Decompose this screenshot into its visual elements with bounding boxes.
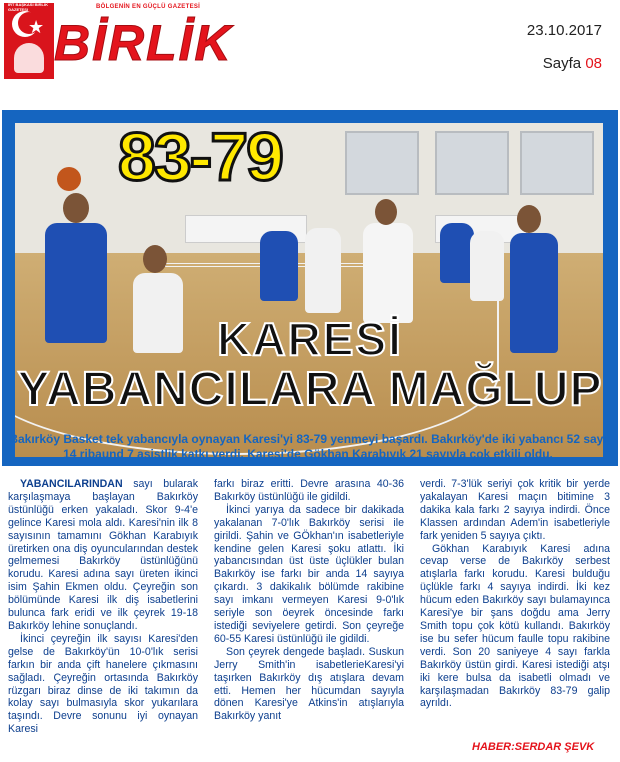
article-column-3 (420, 478, 610, 710)
paragraph-text: Son çeyrek dengede başladı. Suskun Jerry Smith'in isabetleriеKaresi'yi taşırken Bakırköy dış atışlara devam etti. Hemen her hücumdan sayıyla dönen Karesi'ye Atkins'in atışlarıyla Bakırköy yanıt (214, 645, 404, 723)
page-indicator (543, 55, 602, 72)
paragraph (420, 478, 610, 543)
paragraph-text: sayı bularak karşılaşmaya başlayan Bakırköy üstünlüğü erken yakaladı. Skor 9-4'e gelince Karesi mola aldı. Karesi'nin ilk 8 sayısının tamamını Gökhan Karabıyık üretirken ona diş oyuncularından destek gelmemesi Bakırköy üstünlüğünü korudu. Karesi adına sayı üreten ikinci isim Şahin Ekmen oldu. Çeyreğin son bölümünde Karesi ilk diş isabetlerini bulunca fark eridi ve ilk çeyrek 19-18 Bakırköy lehine sonuçlandı. (8, 478, 198, 632)
paragraph (214, 504, 404, 646)
article-column-1 (8, 478, 198, 736)
paragraph-text: İkinci yarıya da sadece bir dakikada yakalanan 7-0'lık Bakırköy serisi ile girildi. Şahin ve GÖkhan'ın isabetleriyle kendine gelen Karesi şoku atlattı. İki yabancısından üst üste üçlükler bulan Bakırköy ise farkı bir anda 14 sayıya çıkardı. 3 dakikalık bölümde rakibine sayı imkanı vermeyen Karesi 9-0'lık seriyle son öeyrek öncesinde farkı istediği seviyelere getirdi. Son çeyreğe 60-55 Karesi üstünlüğü ile gidildi. (214, 503, 404, 645)
logo-flag-icon: ★ (4, 3, 54, 79)
paragraph-text: Gökhan Karabıyık Karesi adına cevap verse de Bakırköy serbest atışlarla farkı korudu. Karesi bulduğu üçlükle farkı 4 sayıya indirdi. İki kez hücum eden Bakırköy sayı bulamayınca Karesi'ye bir şans doğdu ama Jerry Smith topu çok kötü kullandı. Bakırköy ise bu sefer hücum faulle topu rakibine verdi. Son 20 saniyeye 4 sayı farkla Bakırköy üstün girdi. Karesi istediği atşı iki kere bulsa da isabetli olmadı ve karşılaşmadan Bakırköy 83-79 galip ayrıldı. (420, 542, 610, 710)
paragraph (420, 543, 610, 711)
page-label: Sayfa (542, 55, 582, 72)
page-number: 08 (585, 55, 602, 72)
newspaper-logo: BİRLİK (54, 15, 233, 71)
final-score: 83-79 (118, 119, 282, 195)
paragraph (8, 478, 198, 633)
paragraph-text: İkinci çeyreğin ilk sayısı Karesi'den gelse de Bakırköy'ün 10-0'lık serisi farkın bir anda çift hanelere çıkmasını sağladı. Çeyreğin ortasında Bakırköy rüzgarı biraz dinse de iki takımın da kolay sayı bulmasıyla skor yukarılara taşındı. Devre sonunu iyi oynayan Karesi (8, 632, 198, 736)
paragraph-text: verdi. 7-3'lük seriyi çok kritik bir yerde yakalayan Karesi maçın bitimine 3 dakika kala farkı 2 sayıya indirdi. Önce Klassen ardından Adem'in isabetleriyle fark yeniden 5 sayıya çıktı. (420, 478, 610, 542)
paragraph (214, 646, 404, 723)
paragraph-text: farkı biraz eritti. Devre arasına 40-36 Bakırköy üstünlüğü ile gidildi. (214, 478, 404, 503)
issue-date: 23.10.2017 (526, 22, 602, 39)
headline-line-2: YABANCILARA MAĞLUP (17, 363, 603, 416)
article-column-2 (214, 478, 404, 723)
paragraph (214, 478, 404, 504)
headline-line-1: KARESİ (217, 313, 403, 365)
article-summary: Bakırköy Basket tek yabancıyla oynayan Karesi'yi 83-79 yenmeyi başardı. Bakırköy'de iki yabancı 52 sayı 14 ribaund 7 asistlik katkı verdi. Karesi'de Gökhan Karabıyık 21 sayıyla çok etkili oldu. (9, 432, 607, 461)
tagline: BÖLGENİN EN GÜÇLÜ GAZETESİ (96, 4, 201, 10)
article-byline: HABER:SERDAR ŞEVK (472, 741, 595, 753)
logo-small-text: IRT BAŞKASI BIRLIK GAZETESI (8, 2, 48, 12)
paragraph-lead: YABANCILARINDAN (20, 478, 123, 490)
paragraph (8, 633, 198, 736)
